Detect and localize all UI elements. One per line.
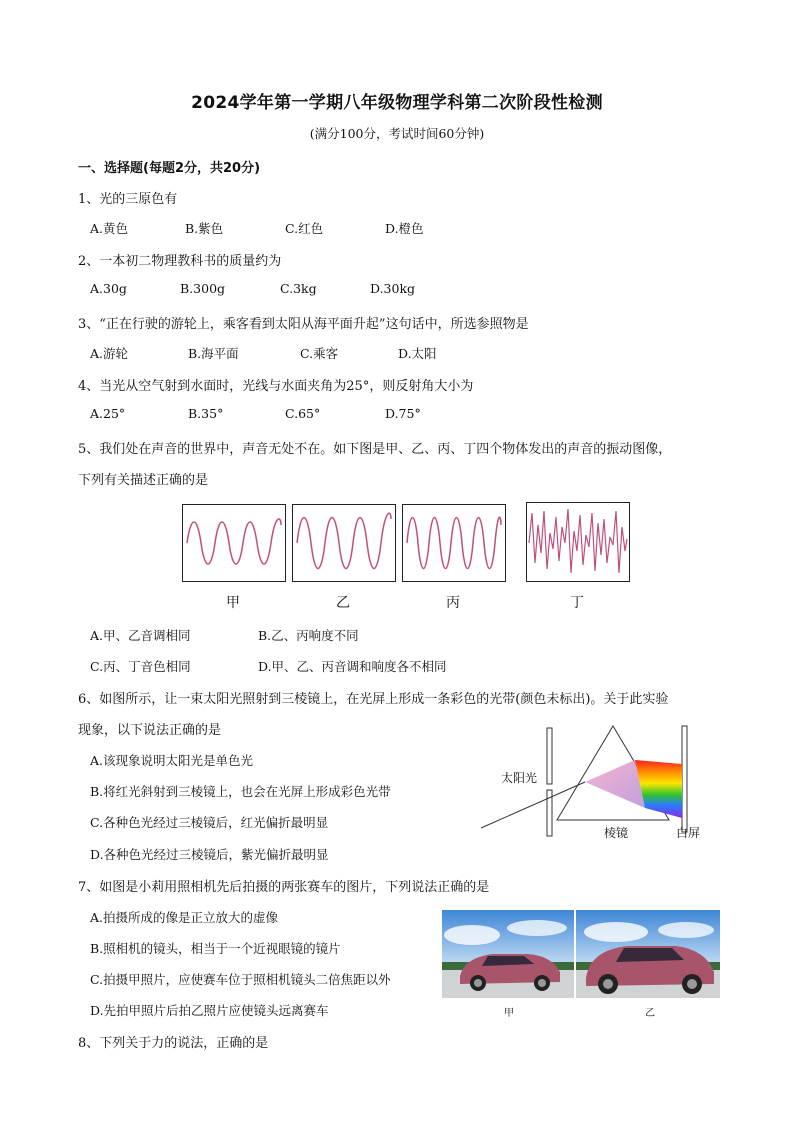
- q7-option-d: D.先拍甲照片后拍乙照片应使镜头远离赛车: [90, 1003, 329, 1018]
- q5-option-c: C.丙、丁音色相同: [90, 659, 191, 674]
- q3-option-b: B.海平面: [188, 346, 239, 361]
- wave-graph-ding: [526, 502, 630, 582]
- section-heading: 一、选择题(每题2分，共20分): [78, 161, 261, 176]
- question-7-stem: 7、如图是小莉用照相机先后拍摄的两张赛车的图片，下列说法正确的是: [78, 880, 490, 895]
- wave-label-jia: 甲: [226, 595, 240, 611]
- q4-option-b: B.35°: [188, 406, 224, 421]
- question-5-stem-line2: 下列有关描述正确的是: [78, 473, 209, 488]
- q4-option-a: A.25°: [90, 406, 126, 421]
- q1-option-d: D.橙色: [385, 221, 424, 236]
- slit-screen: [547, 728, 552, 784]
- question-2-stem: 2、一本初二物理教科书的质量约为: [78, 254, 282, 269]
- wave-jia-svg: [183, 505, 285, 581]
- question-1-stem: 1、光的三原色有: [78, 192, 178, 207]
- q3-option-a: A.游轮: [90, 346, 129, 361]
- q7-option-a: A.拍摄所成的像是正立放大的虚像: [90, 910, 279, 925]
- q3-option-d: D.太阳: [398, 346, 437, 361]
- label-prism: 棱镜: [604, 826, 629, 840]
- car-photo-jia: [442, 910, 574, 998]
- wave-jia-line: [187, 519, 281, 564]
- q2-option-a: A.30g: [90, 281, 127, 296]
- q6-option-b: B.将红光斜射到三棱镜上，也会在光屏上形成彩色光带: [90, 784, 391, 799]
- q4-option-d: D.75°: [385, 406, 421, 421]
- question-8-stem: 8、下列关于力的说法，正确的是: [78, 1036, 269, 1051]
- wave-ding-line: [529, 509, 627, 573]
- q2-option-b: B.300g: [180, 281, 226, 296]
- photo-label-yi: 乙: [645, 1008, 655, 1019]
- q4-option-c: C.65°: [285, 406, 321, 421]
- wave-bing-line: [407, 517, 501, 568]
- wave-label-yi: 乙: [336, 595, 350, 611]
- wave-bing-svg: [403, 505, 505, 581]
- exam-info: (满分100分，考试时间60分钟): [309, 126, 485, 141]
- label-sunlight: 太阳光: [501, 771, 538, 785]
- wave-graph-bing: [402, 504, 506, 582]
- q5-option-a: A.甲、乙音调相同: [90, 628, 191, 643]
- wave-label-bing: 丙: [446, 595, 460, 611]
- q6-option-d: D.各种色光经过三棱镜后，紫光偏折最明显: [90, 847, 329, 862]
- q1-option-c: C.红色: [285, 221, 324, 236]
- q7-option-c: C.拍摄甲照片，应使赛车位于照相机镜头二倍焦距以外: [90, 972, 391, 987]
- page-title: 2024学年第一学期八年级物理学科第二次阶段性检测: [191, 93, 603, 113]
- car-photo-yi: [576, 910, 720, 998]
- q6-option-a: A.该现象说明太阳光是单色光: [90, 753, 254, 768]
- q1-option-b: B.紫色: [185, 221, 224, 236]
- question-5-stem-line1: 5、我们处在声音的世界中，声音无处不在。如下图是甲、乙、丙、丁四个物体发出的声音的振动图像，: [78, 442, 672, 457]
- q5-option-b: B.乙、丙响度不同: [258, 628, 359, 643]
- wave-label-ding: 丁: [570, 595, 584, 611]
- white-screen: [682, 726, 687, 832]
- wave-graph-jia: [182, 504, 286, 582]
- q2-option-c: C.3kg: [280, 281, 317, 296]
- wave-ding-svg: [527, 503, 629, 581]
- photo-label-jia: 甲: [504, 1008, 514, 1019]
- q1-option-a: A.黄色: [90, 221, 129, 236]
- q6-option-c: C.各种色光经过三棱镜后，红光偏折最明显: [90, 815, 329, 830]
- question-6-stem-line1: 6、如图所示，让一束太阳光照射到三棱镜上，在光屏上形成一条彩色的光带(颜色未标出)。关于此实验: [78, 692, 669, 707]
- wave-graph-yi: [292, 504, 396, 582]
- question-3-stem: 3、“正在行驶的游轮上，乘客看到太阳从海平面升起”这句话中，所选参照物是: [78, 317, 529, 332]
- q7-option-b: B.照相机的镜头，相当于一个近视眼镜的镜片: [90, 941, 341, 956]
- question-6-stem-line2: 现象，以下说法正确的是: [78, 723, 222, 738]
- q3-option-c: C.乘客: [300, 346, 339, 361]
- wave-yi-svg: [293, 505, 395, 581]
- q5-option-d: D.甲、乙、丙音调和响度各不相同: [258, 659, 447, 674]
- wave-yi-line: [297, 513, 391, 568]
- question-4-stem: 4、当光从空气射到水面时，光线与水面夹角为25°，则反射角大小为: [78, 379, 474, 394]
- q2-option-d: D.30kg: [370, 281, 416, 296]
- label-screen: 白屏: [676, 826, 701, 840]
